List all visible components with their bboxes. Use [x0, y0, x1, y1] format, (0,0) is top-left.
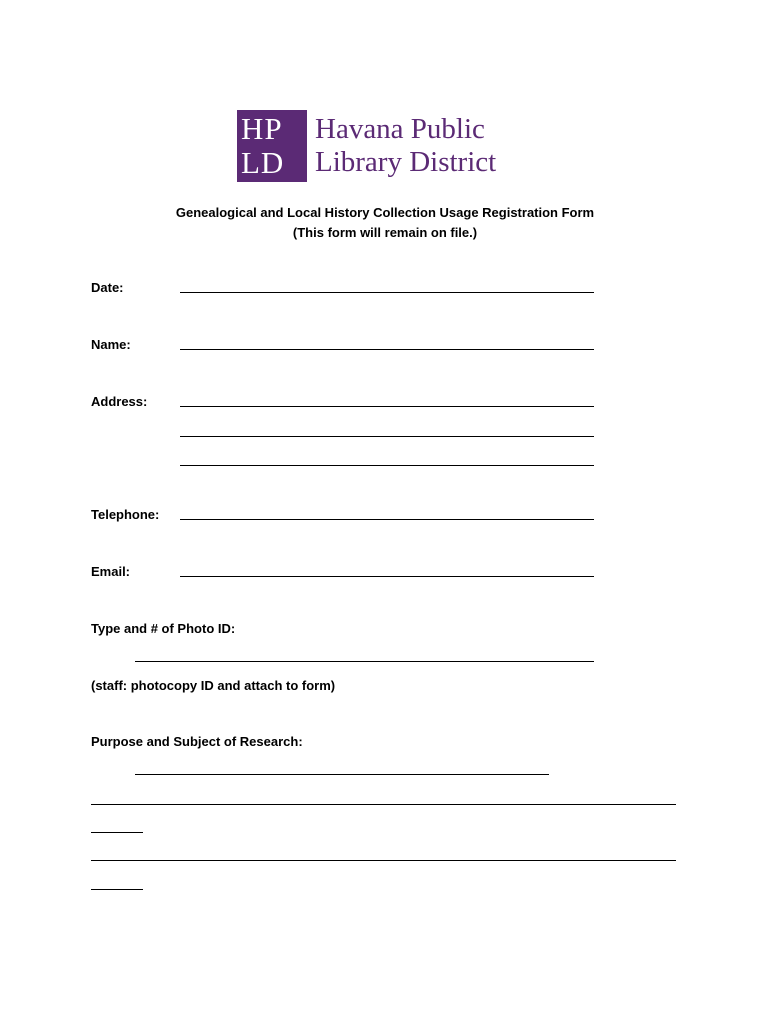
form-heading	[0, 203, 770, 243]
logo-mark-line1: HP	[241, 111, 283, 146]
logo-mark-line2: LD	[241, 145, 285, 180]
purpose-field-line-3[interactable]	[91, 832, 143, 833]
purpose-field-line-2[interactable]	[91, 804, 676, 805]
staff-note: (staff: photocopy ID and attach to form)	[91, 678, 336, 693]
form-subtitle: (This form will remain on file.)	[292, 225, 478, 240]
address-label: Address:	[91, 394, 148, 409]
form-title: Genealogical and Local History Collection Usage Registration Form	[175, 205, 595, 220]
purpose-field-line-1[interactable]	[135, 774, 549, 775]
purpose-field-line-5[interactable]	[91, 889, 143, 890]
logo-mark	[237, 110, 307, 182]
photo-id-label: Type and # of Photo ID:	[91, 621, 236, 636]
address-field-line-3[interactable]	[180, 465, 594, 466]
telephone-field-line[interactable]	[180, 519, 594, 520]
name-field-line[interactable]	[180, 349, 594, 350]
purpose-label: Purpose and Subject of Research:	[91, 734, 303, 749]
address-field-line-2[interactable]	[180, 436, 594, 437]
library-logo	[237, 110, 496, 182]
date-label: Date:	[91, 280, 124, 295]
telephone-label: Telephone:	[91, 507, 160, 522]
logo-name-line1: Havana Public	[315, 113, 485, 145]
email-label: Email:	[91, 564, 131, 579]
photo-id-field-line[interactable]	[135, 661, 594, 662]
email-field-line[interactable]	[180, 576, 594, 577]
date-field-line[interactable]	[180, 292, 594, 293]
address-field-line-1[interactable]	[180, 406, 594, 407]
logo-wordmark	[315, 113, 496, 179]
purpose-field-line-4[interactable]	[91, 860, 676, 861]
logo-name-line2: Library District	[315, 146, 497, 178]
name-label: Name:	[91, 337, 131, 352]
